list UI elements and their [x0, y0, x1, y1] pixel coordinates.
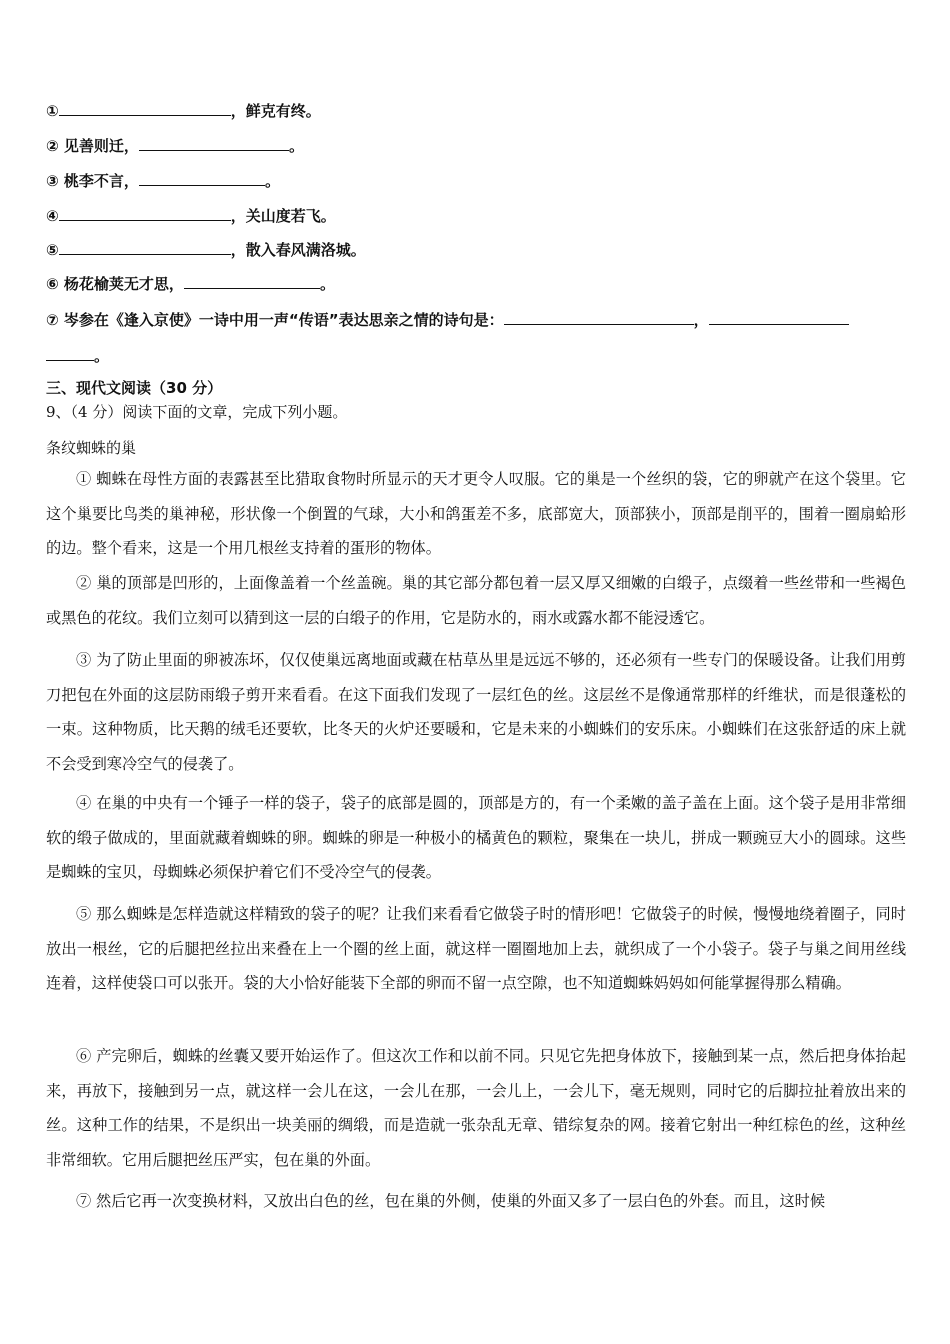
fill-blank-suffix: ，鲜克有终。: [230, 102, 321, 120]
fill-blank-suffix: 。: [264, 172, 280, 190]
answer-blank[interactable]: [59, 101, 231, 116]
fill-blank-6: [46, 274, 335, 294]
article-paragraph: ⑥ 产完卵后，蜘蛛的丝囊又要开始运作了。但这次工作和以前不同。只见它先把身体放下，接触到某一点，然后把身体抬起来，再放下，接触到另一点，就这样一会儿在这，一会儿在那，一会儿上，一会儿下，毫无规则，同时它的后脚拉扯着放出来的丝。这种工作的结果，不是织出一块美丽的绸缎，而是造就一张杂乱无章、错综复杂的网。接着它射出一种红棕色的丝，这种丝非常细软。它用后腿把丝压严实，包在巢的外面。: [46, 1047, 906, 1169]
fill-blank-3: [46, 171, 280, 191]
q7-separator: ，: [693, 311, 709, 329]
fill-blank-suffix: ，散入春风满洛城。: [230, 241, 366, 259]
article-title: 条纹蜘蛛的巢: [46, 439, 137, 457]
answer-blank[interactable]: [139, 136, 289, 151]
answer-blank[interactable]: [46, 346, 94, 361]
answer-blank[interactable]: [59, 206, 231, 221]
section-title: 三、现代文阅读（30 分）: [46, 379, 223, 397]
article-paragraph: ② 巢的顶部是凹形的，上面像盖着一个丝盖碗。巢的其它部分都包着一层又厚又细嫩的白缎子，点缀着一些丝带和一些褐色或黑色的花纹。我们立刻可以猜到这一层的白缎子的作用，它是防水的，雨水或露水都不能浸透它。: [46, 574, 906, 627]
fill-blank-prefix: ③ 桃李不言，: [46, 172, 139, 190]
fill-blank-4: [46, 206, 336, 226]
fill-blank-7: [46, 310, 849, 330]
fill-blank-7-continued: [46, 346, 109, 366]
answer-blank[interactable]: [59, 240, 231, 255]
fill-blank-suffix: 。: [288, 137, 304, 155]
fill-blank-1: [46, 101, 321, 121]
fill-blank-5: [46, 240, 366, 260]
fill-blank-prefix: ①: [46, 102, 59, 120]
article-paragraph: ③ 为了防止里面的卵被冻坏，仅仅使巢远离地面或藏在枯草丛里是远远不够的，还必须有一些专门的保暖设备。让我们用剪刀把包在外面的这层防雨缎子剪开来看看。在这下面我们发现了一层红色的丝。这层丝不是像通常那样的纤维状，而是很蓬松的一束。这种物质，比天鹅的绒毛还要软，比冬天的火炉还要暖和，它是未来的小蜘蛛们的安乐床。小蜘蛛们在这张舒适的床上就不会受到寒冷空气的侵袭了。: [46, 651, 906, 773]
article-paragraph: ⑦ 然后它再一次变换材料，又放出白色的丝，包在巢的外侧，使巢的外面又多了一层白色的外套。而且，这时候: [76, 1192, 826, 1210]
question-instruction: 9、（4 分）阅读下面的文章，完成下列小题。: [46, 403, 348, 421]
fill-blank-prefix: ④: [46, 207, 59, 225]
answer-blank[interactable]: [709, 310, 849, 325]
article-paragraph: ① 蜘蛛在母性方面的表露甚至比猎取食物时所显示的天才更令人叹服。它的巢是一个丝织的袋，它的卵就产在这个袋里。它这个巢要比鸟类的巢神秘，形状像一个倒置的气球，大小和鸽蛋差不多，底部宽大，顶部狭小，顶部是削平的，围着一圈扇蛤形的边。整个看来，这是一个用几根丝支持着的蛋形的物体。: [46, 470, 906, 557]
fill-blank-suffix: 。: [319, 275, 335, 293]
fill-blank-2: [46, 136, 304, 156]
fill-blank-prefix: ⑥ 杨花榆荚无才思，: [46, 275, 184, 293]
article-paragraph: ⑤ 那么蜘蛛是怎样造就这样精致的袋子的呢？让我们来看看它做袋子时的情形吧！它做袋子的时候，慢慢地绕着圈子，同时放出一根丝，它的后腿把丝拉出来叠在上一个圈的丝上面，就这样一圈圈地加上去，就织成了一个小袋子。袋子与巢之间用丝线连着，这样使袋口可以张开。袋的大小恰好能装下全部的卵而不留一点空隙，也不知道蜘蛛妈妈如何能掌握得那么精确。: [46, 905, 906, 992]
answer-blank[interactable]: [504, 310, 694, 325]
q7-end: 。: [94, 347, 110, 365]
fill-blank-suffix: ，关山度若飞。: [230, 207, 336, 225]
fill-blank-prefix: ② 见善则迁，: [46, 137, 139, 155]
article-paragraph: ④ 在巢的中央有一个锤子一样的袋子，袋子的底部是圆的，顶部是方的，有一个柔嫩的盖子盖在上面。这个袋子是用非常细软的缎子做成的，里面就藏着蜘蛛的卵。蜘蛛的卵是一种极小的橘黄色的颗粒，聚集在一块儿，拼成一颗豌豆大小的圆球。这些是蜘蛛的宝贝，母蜘蛛必须保护着它们不受冷空气的侵袭。: [46, 794, 906, 881]
answer-blank[interactable]: [139, 171, 265, 186]
fill-blank-prefix: ⑤: [46, 241, 59, 259]
q7-prompt: ⑦ 岑参在《逢入京使》一诗中用一声“传语”表达思亲之情的诗句是：: [46, 311, 504, 329]
answer-blank[interactable]: [184, 274, 320, 289]
